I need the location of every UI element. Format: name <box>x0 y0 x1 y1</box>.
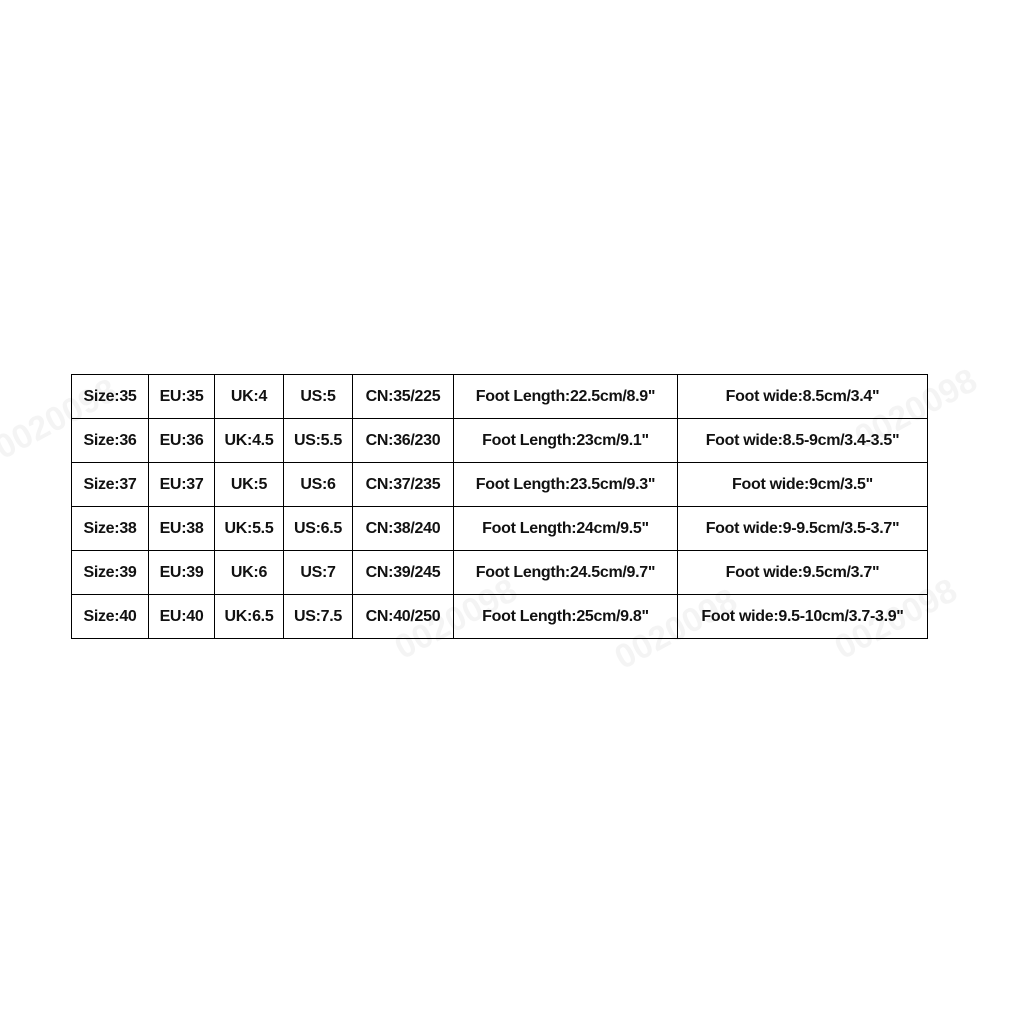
uk-size-cell: UK:4 <box>215 375 284 419</box>
table-row <box>72 595 928 639</box>
us-size-cell: US:7 <box>284 551 353 595</box>
foot-width-cell: Foot wide:8.5cm/3.4" <box>678 375 928 419</box>
foot-length-cell: Foot Length:23.5cm/9.3" <box>454 463 678 507</box>
size-chart-table <box>71 374 928 639</box>
uk-size-cell: UK:6 <box>215 551 284 595</box>
cn-size-cell: CN:39/245 <box>353 551 454 595</box>
us-size-cell: US:6.5 <box>284 507 353 551</box>
size-cell: Size:36 <box>72 419 149 463</box>
foot-length-cell: Foot Length:24cm/9.5" <box>454 507 678 551</box>
us-size-cell: US:6 <box>284 463 353 507</box>
uk-size-cell: UK:5 <box>215 463 284 507</box>
foot-width-cell: Foot wide:9.5-10cm/3.7-3.9" <box>678 595 928 639</box>
foot-length-cell: Foot Length:25cm/9.8" <box>454 595 678 639</box>
cn-size-cell: CN:36/230 <box>353 419 454 463</box>
foot-width-cell: Foot wide:9.5cm/3.7" <box>678 551 928 595</box>
foot-length-cell: Foot Length:23cm/9.1" <box>454 419 678 463</box>
foot-width-cell: Foot wide:9-9.5cm/3.5-3.7" <box>678 507 928 551</box>
uk-size-cell: UK:5.5 <box>215 507 284 551</box>
cn-size-cell: CN:37/235 <box>353 463 454 507</box>
table-row <box>72 507 928 551</box>
foot-width-cell: Foot wide:8.5-9cm/3.4-3.5" <box>678 419 928 463</box>
foot-length-cell: Foot Length:24.5cm/9.7" <box>454 551 678 595</box>
eu-size-cell: EU:35 <box>149 375 215 419</box>
uk-size-cell: UK:6.5 <box>215 595 284 639</box>
table-row <box>72 375 928 419</box>
eu-size-cell: EU:40 <box>149 595 215 639</box>
size-cell: Size:37 <box>72 463 149 507</box>
size-cell: Size:35 <box>72 375 149 419</box>
foot-length-cell: Foot Length:22.5cm/8.9" <box>454 375 678 419</box>
us-size-cell: US:5 <box>284 375 353 419</box>
foot-width-cell: Foot wide:9cm/3.5" <box>678 463 928 507</box>
cn-size-cell: CN:40/250 <box>353 595 454 639</box>
size-cell: Size:40 <box>72 595 149 639</box>
us-size-cell: US:5.5 <box>284 419 353 463</box>
size-cell: Size:39 <box>72 551 149 595</box>
table-row <box>72 463 928 507</box>
size-cell: Size:38 <box>72 507 149 551</box>
eu-size-cell: EU:37 <box>149 463 215 507</box>
table-row <box>72 419 928 463</box>
eu-size-cell: EU:38 <box>149 507 215 551</box>
cn-size-cell: CN:35/225 <box>353 375 454 419</box>
eu-size-cell: EU:36 <box>149 419 215 463</box>
uk-size-cell: UK:4.5 <box>215 419 284 463</box>
us-size-cell: US:7.5 <box>284 595 353 639</box>
eu-size-cell: EU:39 <box>149 551 215 595</box>
cn-size-cell: CN:38/240 <box>353 507 454 551</box>
table-row <box>72 551 928 595</box>
